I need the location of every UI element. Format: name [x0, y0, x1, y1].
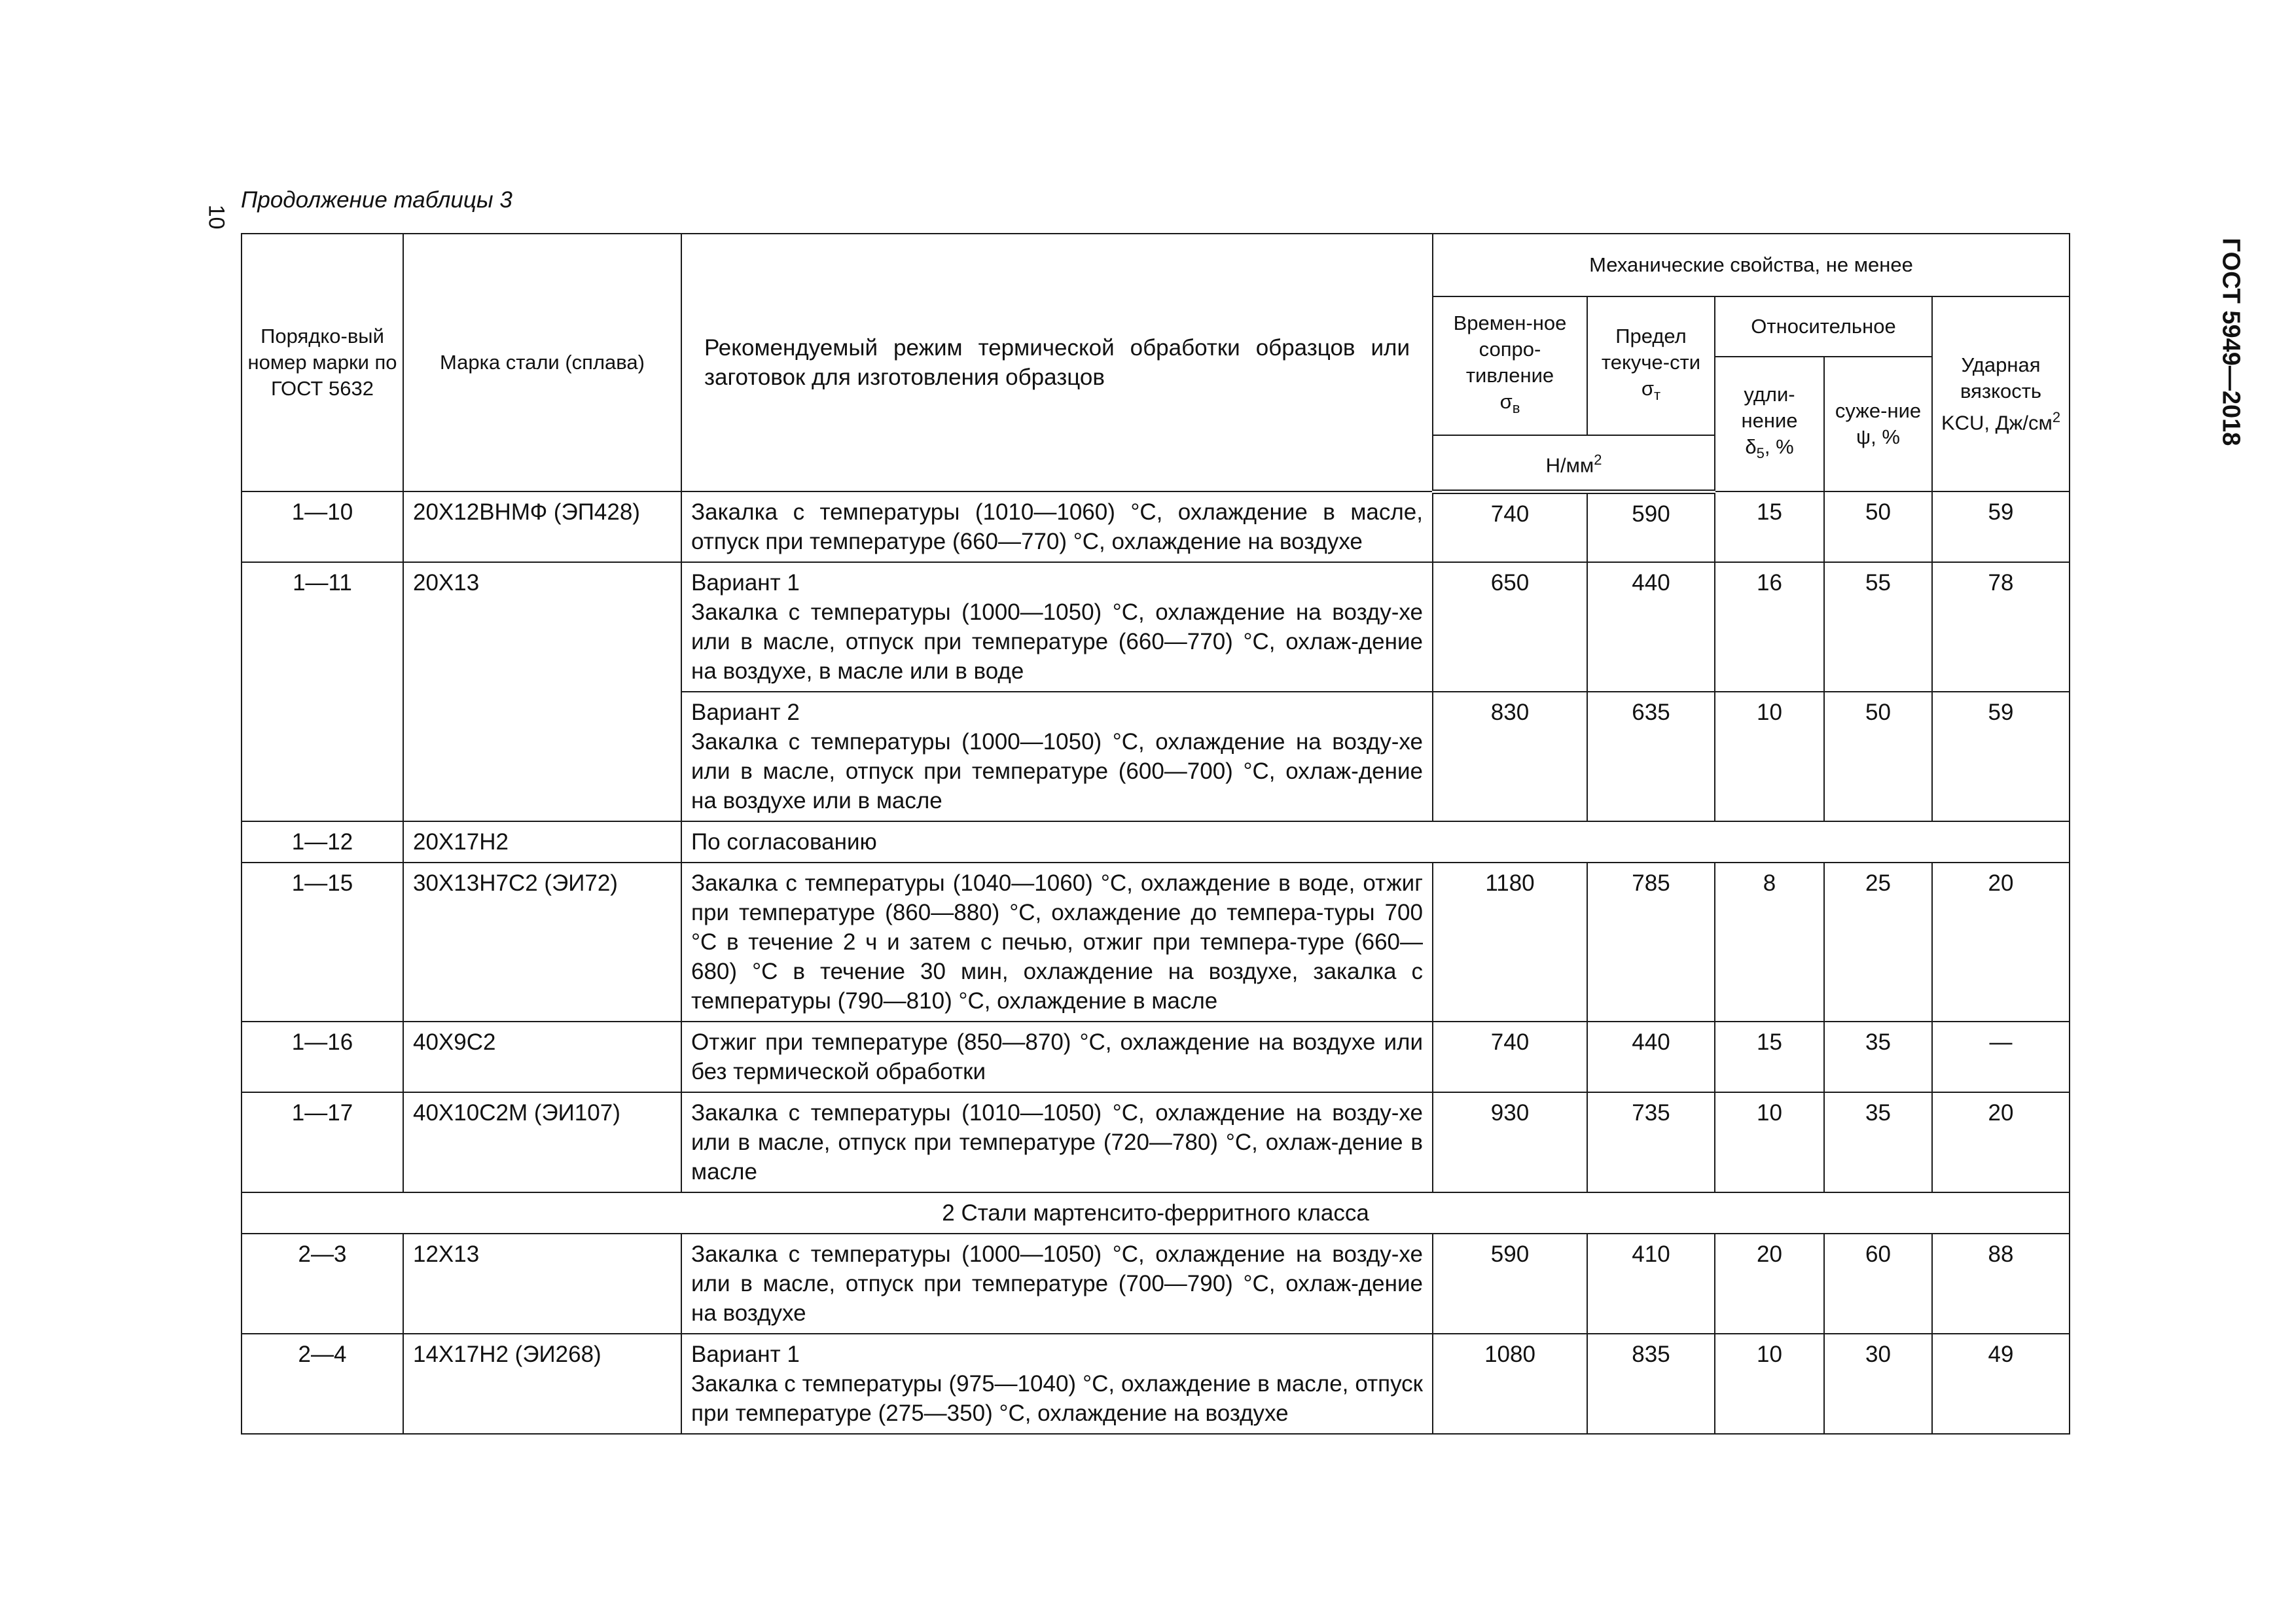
- table-row: [242, 1334, 2070, 1434]
- row-yield: 440: [1587, 1022, 1715, 1092]
- header-impact: Ударная вязкость KCU, $Дж/см^2$: [1932, 296, 2070, 491]
- row-mode: По согласованию: [681, 821, 2070, 863]
- row-tensile: 740: [1433, 1022, 1587, 1092]
- properties-table: [241, 233, 2070, 1435]
- row-mode: Закалка с температуры (1010—1050) °С, охлаждение на возду-хе или в масле, отпуск при температуре (720—780) °С, охлаж-дение в масле: [681, 1092, 1433, 1192]
- page-number: 10: [204, 204, 229, 230]
- row-elongation: 15: [1715, 1022, 1824, 1092]
- row-grade: 20Х12ВНМФ (ЭП428): [403, 491, 681, 562]
- header-mech-props: Механические свойства, не менее: [1433, 234, 2070, 296]
- section-title: 2 Стали мартенсито-ферритного класса: [242, 1192, 2070, 1234]
- row-mode: Вариант 2 Закалка с температуры (1000—1050) °С, охлаждение на возду-хе или в масле, отпуск при температуре (600—700) °С, охлаж-дение на воздухе или в масле: [681, 692, 1433, 821]
- row-grade: 20Х17Н2: [403, 821, 681, 863]
- row-impact: 78: [1932, 562, 2070, 692]
- table-row: [242, 1022, 2070, 1092]
- header-tensile: Времен-ное сопро-тивление $\sigma_в$: [1433, 296, 1587, 435]
- row-tensile: 930: [1433, 1092, 1587, 1192]
- row-mode: Вариант 1 Закалка с температуры (1000—1050) °С, охлаждение на возду-хе или в масле, отпуск при температуре (660—770) °С, охлаж-дение на воздухе, в масле или в воде: [681, 562, 1433, 692]
- row-elongation: 8: [1715, 863, 1824, 1022]
- row-yield: 635: [1587, 692, 1715, 821]
- header-yield: Предел текуче-сти $\sigma_т$: [1587, 296, 1715, 435]
- row-grade: 20Х13: [403, 562, 681, 821]
- row-mode: Вариант 1 Закалка с температуры (975—1040) °С, охлаждение в масле, отпуск при температуре (275—350) °С, охлаждение на воздухе: [681, 1334, 1433, 1434]
- header-number: Порядко-вый номер марки по ГОСТ 5632: [242, 234, 403, 491]
- table-row: [242, 491, 2070, 562]
- table-row: [242, 1234, 2070, 1334]
- row-reduction: 35: [1824, 1092, 1932, 1192]
- row-impact: 20: [1932, 863, 2070, 1022]
- row-mode: Закалка с температуры (1040—1060) °С, охлаждение в воде, отжиг при температуре (860—880) °С, охлаждение до темпера-туры 700 °С в течение 2 ч и затем с печью, отжиг при темпера-туре (660—680) °С в течение 30 мин, охлаждение на воздухе, закалка с температуры (790—810) °С, охлаждение в масле: [681, 863, 1433, 1022]
- row-mode: Закалка с температуры (1000—1050) °С, охлаждение на возду-хе или в масле, отпуск при температуре (700—790) °С, охлаж-дение на воздухе: [681, 1234, 1433, 1334]
- section-row: [242, 1192, 2070, 1234]
- row-reduction: 30: [1824, 1334, 1932, 1434]
- table-caption: Продолжение таблицы 3: [241, 187, 512, 213]
- row-reduction: 55: [1824, 562, 1932, 692]
- row-number: 1—10: [242, 491, 403, 562]
- row-yield: 735: [1587, 1092, 1715, 1192]
- header-elongation: удли-нение $\delta_5$, %: [1715, 357, 1824, 491]
- row-tensile: 1080: [1433, 1334, 1587, 1434]
- row-grade: 14Х17Н2 (ЭИ268): [403, 1334, 681, 1434]
- table-row: [242, 1092, 2070, 1192]
- row-reduction: 60: [1824, 1234, 1932, 1334]
- document-code: ГОСТ 5949—2018: [2217, 238, 2245, 446]
- row-impact: 88: [1932, 1234, 2070, 1334]
- row-elongation: 15: [1715, 491, 1824, 562]
- row-impact: 49: [1932, 1334, 2070, 1434]
- row-grade: 30Х13Н7С2 (ЭИ72): [403, 863, 681, 1022]
- row-tensile: 740: [1433, 491, 1587, 562]
- row-elongation: 10: [1715, 1092, 1824, 1192]
- row-reduction: 50: [1824, 491, 1932, 562]
- row-number: 1—12: [242, 821, 403, 863]
- row-grade: 40Х9С2: [403, 1022, 681, 1092]
- row-tensile: 830: [1433, 692, 1587, 821]
- row-impact: 20: [1932, 1092, 2070, 1192]
- row-reduction: 25: [1824, 863, 1932, 1022]
- row-number: 1—17: [242, 1092, 403, 1192]
- row-tensile: 590: [1433, 1234, 1587, 1334]
- row-elongation: 16: [1715, 562, 1824, 692]
- header-mode: Рекомендуемый режим термической обработки образцов или заготовок для изготовления образцов: [681, 234, 1433, 491]
- row-number: 1—16: [242, 1022, 403, 1092]
- row-impact: 59: [1932, 692, 2070, 821]
- row-number: 2—3: [242, 1234, 403, 1334]
- row-grade: 40Х10С2М (ЭИ107): [403, 1092, 681, 1192]
- row-tensile: 1180: [1433, 863, 1587, 1022]
- row-yield: 410: [1587, 1234, 1715, 1334]
- row-elongation: 10: [1715, 1334, 1824, 1434]
- row-mode: Отжиг при температуре (850—870) °С, охлаждение на воздухе или без термической обработки: [681, 1022, 1433, 1092]
- row-impact: —: [1932, 1022, 2070, 1092]
- row-tensile: 650: [1433, 562, 1587, 692]
- row-yield: 835: [1587, 1334, 1715, 1434]
- row-reduction: 50: [1824, 692, 1932, 821]
- table-row: [242, 821, 2070, 863]
- row-mode: Закалка с температуры (1010—1060) °С, охлаждение в масле, отпуск при температуре (660—770) °С, охлаждение на воздухе: [681, 491, 1433, 562]
- table-row: [242, 562, 2070, 692]
- row-elongation: 20: [1715, 1234, 1824, 1334]
- row-yield: 590: [1587, 491, 1715, 562]
- header-unit: $Н/мм^2$: [1433, 435, 1715, 491]
- row-impact: 59: [1932, 491, 2070, 562]
- row-number: 1—11: [242, 562, 403, 821]
- row-grade: 12Х13: [403, 1234, 681, 1334]
- table-row: [242, 863, 2070, 1022]
- row-number: 1—15: [242, 863, 403, 1022]
- row-yield: 440: [1587, 562, 1715, 692]
- row-number: 2—4: [242, 1334, 403, 1434]
- row-elongation: 10: [1715, 692, 1824, 821]
- header-grade: Марка стали (сплава): [403, 234, 681, 491]
- header-relative: Относительное: [1715, 296, 1932, 357]
- header-reduction: суже-ние ψ, %: [1824, 357, 1932, 491]
- row-reduction: 35: [1824, 1022, 1932, 1092]
- row-yield: 785: [1587, 863, 1715, 1022]
